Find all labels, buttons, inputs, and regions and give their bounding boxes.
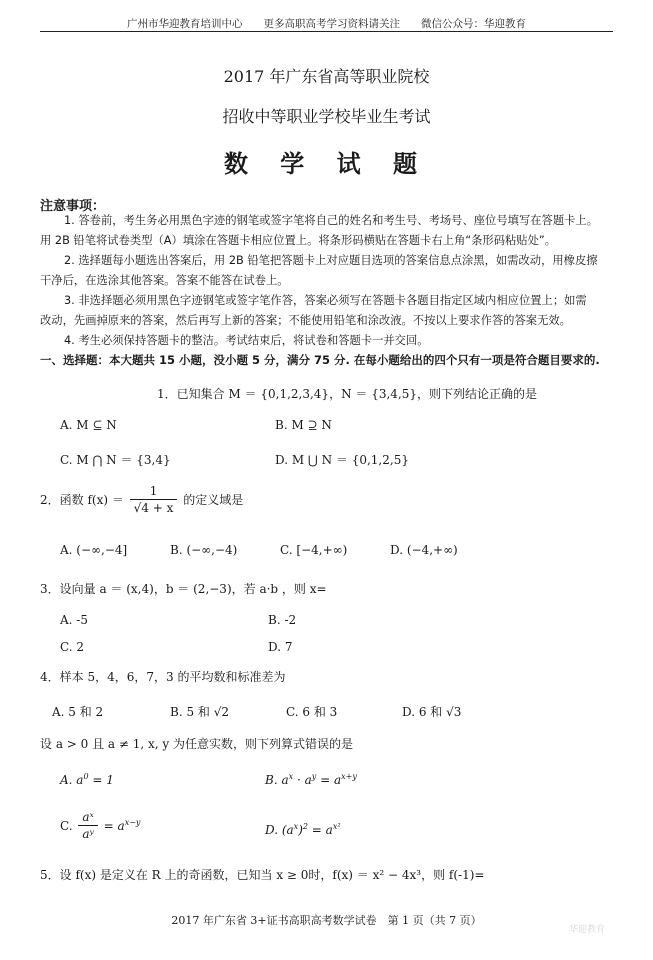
q2-option-b: B. (−∞,−4) bbox=[170, 543, 238, 557]
q4b-option-a bbox=[60, 772, 114, 787]
q4b-b-exp2: y bbox=[311, 772, 317, 781]
q4-stem: 4．样本 5，4，6，7，3 的平均数和标准差为 bbox=[40, 670, 286, 684]
q4b-c-label: C. bbox=[60, 819, 73, 833]
q4-option-b: B. 5 和 √2 bbox=[170, 705, 229, 719]
q4b-c-rhs: = a bbox=[103, 819, 125, 833]
notice-line: 4. 考生必须保持答题卡的整洁。考试结束后，将试卷和答题卡一并交回。 bbox=[64, 334, 429, 347]
q4-option-a: A. 5 和 2 bbox=[52, 705, 104, 719]
section-heading: 一、选择题：本大题共 15 小题，没小题 5 分，满分 75 分. 在每小题给出的四个只有一项是符合题目要求的. bbox=[40, 353, 600, 367]
q2-option-d: D. (−4,+∞) bbox=[390, 543, 458, 557]
notice-heading: 注意事项： bbox=[40, 199, 106, 214]
q4b-stem: 设 a > 0 且 a ≠ 1, x, y 为任意实数，则下列算式错误的是 bbox=[40, 737, 354, 751]
q3-stem: 3．设向量 a ＝ (x,4)，b ＝ (2,−3)，若 a·b ，则 x= bbox=[40, 582, 327, 596]
q2-frac-num: 1 bbox=[130, 484, 178, 500]
q4b-b-eq: = a bbox=[316, 773, 342, 787]
q4b-a-exp: 0 bbox=[83, 772, 89, 781]
q1-option-d: D. M ⋃ N ＝ {0,1,2,5} bbox=[275, 453, 409, 467]
q4-option-c: C. 6 和 3 bbox=[286, 705, 338, 719]
q1-option-b: B. M ⊇ N bbox=[275, 418, 332, 432]
q2-suffix: 的定义域是 bbox=[183, 493, 244, 507]
q4b-d-exp2: 2 bbox=[302, 822, 308, 831]
q4b-b-exp3: x+y bbox=[341, 772, 357, 781]
q4b-d-base: D. (a bbox=[265, 823, 294, 837]
q4b-c-num: aˣ bbox=[78, 810, 97, 826]
q2-stem bbox=[40, 484, 243, 517]
q3-option-b: B. -2 bbox=[268, 613, 297, 627]
q1-stem: 1．已知集合 M ＝ {0,1,2,3,4}，N ＝ {3,4,5}，则下列结论正确的是 bbox=[157, 387, 537, 401]
q4b-option-c bbox=[60, 810, 140, 843]
q4b-d-exp3: x² bbox=[332, 822, 341, 831]
q4b-b-exp1: x bbox=[288, 772, 294, 781]
page-header: 广州市华迎教育培训中心 更多高职高考学习资料请关注 微信公众号：华迎教育 bbox=[127, 18, 526, 30]
q4b-b-mid: · a bbox=[293, 773, 312, 787]
q4b-c-exp: x−y bbox=[124, 818, 141, 827]
q4b-d-exp1: x bbox=[293, 822, 299, 831]
q4b-d-mid: ) bbox=[298, 823, 303, 837]
notice-line: 改动，先画掉原来的答案，然后再写上新的答案；不能使用铅笔和涂改液。不按以上要求作答的答案无效。 bbox=[40, 314, 571, 327]
title-line-2: 招收中等职业学校毕业生考试 bbox=[222, 107, 431, 126]
notice-line: 3. 非选择题必须用黑色字迹钢笔或签字笔作答，答案必须写在答题卡各题目指定区域内相应位置上；如需 bbox=[64, 294, 587, 307]
q4b-option-b bbox=[265, 772, 357, 787]
q4b-d-eq: = a bbox=[307, 823, 333, 837]
title-line-1: 2017 年广东省高等职业院校 bbox=[223, 67, 430, 86]
q4b-b-base: B. a bbox=[265, 773, 289, 787]
q2-frac-den: √4 + x bbox=[133, 501, 174, 515]
q3-option-d: D. 7 bbox=[268, 640, 293, 654]
q2-prefix: 2．函数 f(x) ＝ bbox=[40, 493, 124, 507]
notice-line: 2. 选择题每小题选出答案后，用 2B 铅笔把答题卡上对应题目选项的答案信息点涂黑，如需改动，用橡皮擦 bbox=[64, 254, 598, 267]
q3-option-c: C. 2 bbox=[60, 640, 85, 654]
q2-option-a: A. (−∞,−4] bbox=[60, 543, 128, 557]
q2-fraction bbox=[130, 484, 178, 517]
q1-option-c: C. M ⋂ N ＝ {3,4} bbox=[60, 453, 171, 467]
header-rule bbox=[40, 31, 613, 32]
exam-title: 数 学 试 题 bbox=[223, 149, 430, 178]
notice-line: 干净后，在选涂其他答案。答案不能答在试卷上。 bbox=[40, 274, 289, 287]
q4b-a-rhs: = 1 bbox=[88, 773, 114, 787]
q4b-c-den: aʸ bbox=[82, 827, 94, 841]
notice-body bbox=[40, 211, 650, 351]
notice-line: 1. 答卷前，考生务必用黑色字迹的钢笔或签字笔将自己的姓名和考生号、考场号、座位号填写在答题卡上。 bbox=[64, 214, 599, 227]
q4b-c-fraction bbox=[78, 810, 97, 843]
page-footer: 2017 年广东省 3+证书高职高考数学试卷 第 1 页（共 7 页） bbox=[171, 914, 482, 927]
q1-option-a: A. M ⊆ N bbox=[60, 418, 117, 432]
q4-option-d: D. 6 和 √3 bbox=[402, 705, 462, 719]
q2-option-c: C. [−4,+∞) bbox=[280, 543, 348, 557]
q4b-option-d bbox=[265, 822, 341, 837]
notice-line: 用 2B 铅笔将试卷类型（A）填涂在答题卡相应位置上。将条形码横贴在答题卡右上角“条形码粘贴处”。 bbox=[40, 234, 557, 247]
q5-stem: 5．设 f(x) 是定义在 R 上的奇函数，已知当 x ≥ 0时，f(x) ＝ x² − 4x³，则 f(-1)= bbox=[40, 868, 485, 882]
q4b-a-base: A. a bbox=[60, 773, 84, 787]
watermark: 华迎教育 bbox=[568, 925, 605, 935]
q3-option-a: A. -5 bbox=[60, 613, 88, 627]
